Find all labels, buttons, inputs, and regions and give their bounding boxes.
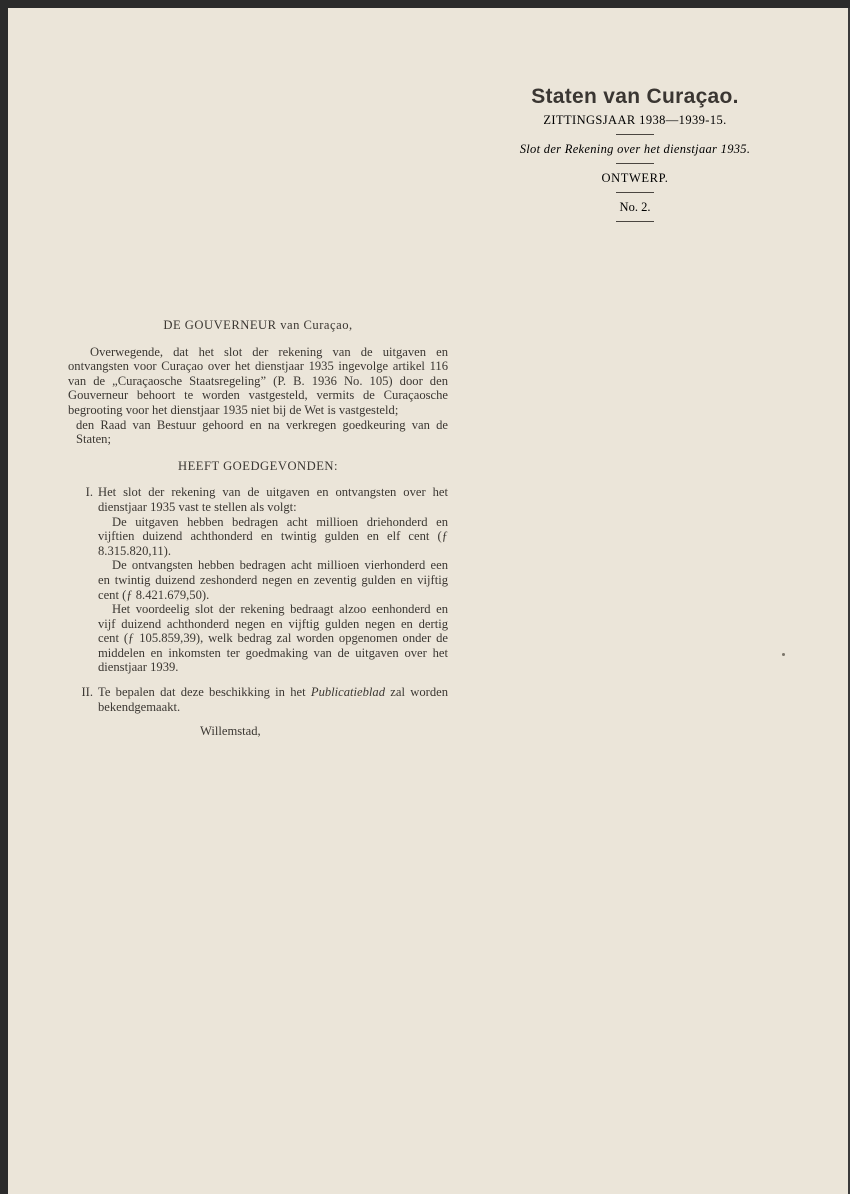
scan-border-left — [0, 0, 8, 1194]
surplus-paragraph: Het voordeelig slot der rekening bedraagt alzoo eenhonderd en vijf duizend achthonderd negen en vijftig gulden negen en dertig cent (ƒ 105.859,39), welk bedrag zal worden opgenomen onder de middelen en inkomsten ter goedmaking van de uitgaven over het dienstjaar 1939. — [98, 602, 448, 675]
draft-label: ONTWERP. — [601, 171, 669, 185]
place-line: Willemstad, — [200, 724, 261, 739]
article-number: I. — [85, 485, 93, 500]
document-header — [490, 82, 780, 228]
paper-speck — [782, 653, 785, 656]
article-number: II. — [81, 685, 93, 700]
publication-name: Publicatieblad — [310, 685, 386, 700]
preamble-paragraph: Overwegende, dat het slot der rekening van de uitgaven en ontvangsten voor Curaçao over het dienstjaar 1935 ingevolge artikel 116 van de „Curaçaosche Staatsregeling” (P. B. 1936 No. 105) door den Gouverneur behoort te worden vastgesteld, vermits de Curaçaosche begrooting voor het dienstjaar 1935 niet bij de Wet is vastgesteld; — [68, 344, 448, 417]
header-rule — [616, 192, 654, 193]
header-rule — [616, 163, 654, 164]
article-1 — [68, 485, 448, 675]
document-number: No. 2. — [619, 200, 651, 214]
decree-heading: HEEFT GOEDGEVONDEN: — [177, 458, 339, 473]
revenue-paragraph: De ontvangsten hebben bedragen acht millioen vierhonderd een en twintig duizend zeshonderd negen en zeventig gulden en vijftig cent (ƒ 8.421.679,50). — [98, 558, 448, 602]
article-text: Te bepalen dat deze beschikking in het Publicatieblad zal worden bekendgemaakt. — [98, 685, 448, 714]
session-line: ZITTINGSJAAR 1938—1939-15. — [543, 113, 727, 127]
article-2 — [68, 685, 448, 714]
header-rule — [616, 221, 654, 222]
document-body — [68, 318, 448, 739]
header-rule — [616, 134, 654, 135]
addressee: DE GOUVERNEUR van Curaçao, — [163, 318, 353, 332]
document-title: Staten van Curaçao. — [531, 85, 739, 108]
scan-border-top — [0, 0, 850, 8]
article-intro: Het slot der rekening van de uitgaven en ontvangsten over het dienstjaar 1935 vast te stellen als volgt: — [98, 485, 448, 514]
preamble-paragraph: den Raad van Bestuur gehoord en na verkregen goedkeuring van de Staten; — [76, 417, 448, 447]
subject-line: Slot der Rekening over het dienstjaar 1935. — [519, 142, 751, 156]
expenditure-paragraph: De uitgaven hebben bedragen acht millioen driehonderd en vijftien duizend achthonderd en twintig gulden en elf cent (ƒ 8.315.820,11). — [98, 514, 448, 558]
